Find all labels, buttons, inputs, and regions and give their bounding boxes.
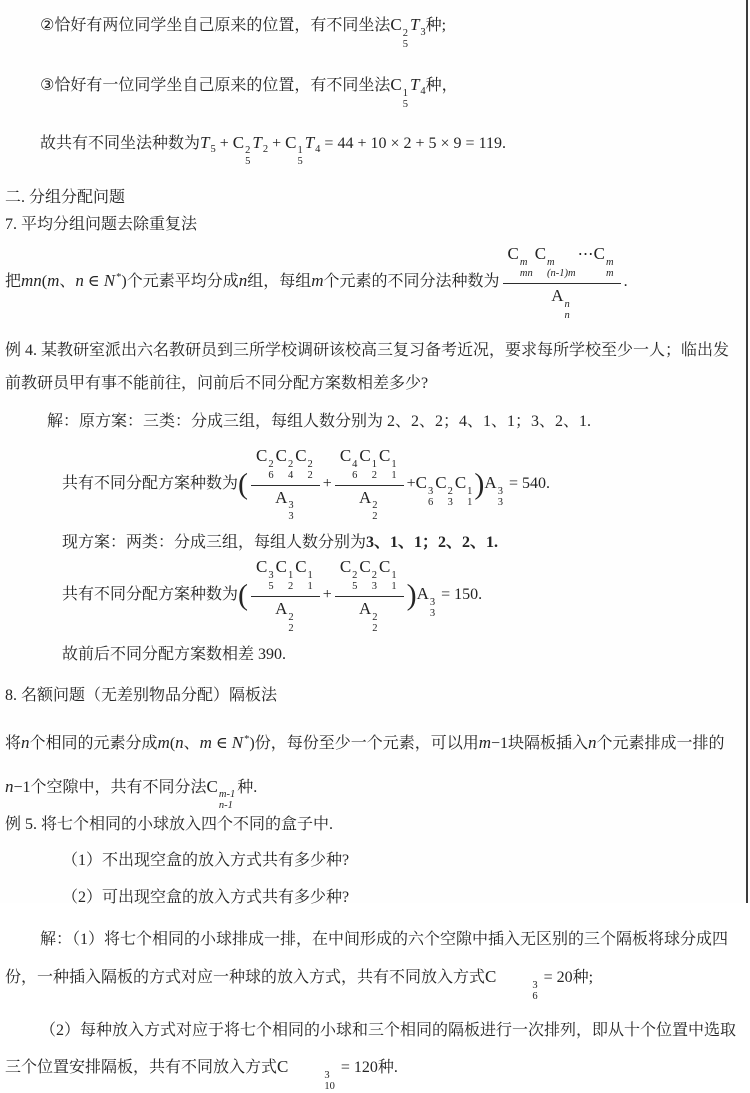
math-text: 将	[5, 734, 22, 752]
math-text: 个元素排成一排的	[596, 734, 725, 752]
math-symbol: n	[5, 776, 14, 796]
math-symbol: C 2 4	[275, 445, 294, 481]
math-symbol: C 3 5	[256, 557, 274, 593]
math-symbol: A 3 3	[484, 472, 503, 508]
math-fraction	[251, 445, 320, 524]
line-solution-original-plan: 解：原方案：三类：分成三组，每组人数分别为 2、2、2；4、1、1；3、2、1.	[47, 412, 592, 430]
math-symbol: n	[175, 732, 184, 752]
math-symbol: m	[157, 732, 170, 752]
math-symbol: C 1 2	[359, 445, 378, 481]
math-text: +	[268, 134, 286, 152]
math-text: (	[41, 273, 48, 291]
math-symbol: $T_2$	[252, 132, 269, 156]
math-symbol: n	[75, 271, 84, 291]
line-example5-q1: （1）不出现空盒的放入方式共有多少种?	[62, 852, 350, 870]
math-text: (	[238, 467, 249, 501]
math-text: +	[215, 134, 233, 152]
math-text: 个元素的不同分法种数为	[323, 273, 500, 291]
math-symbol: C 2 5	[339, 557, 358, 593]
math-symbol: C 3 6	[485, 967, 538, 1003]
math-symbol: $T_5$	[200, 132, 216, 156]
math-text: )份，每份至少一个元素，可以用	[249, 734, 479, 752]
math-text: = 20种;	[539, 969, 594, 987]
math-symbol: n	[238, 271, 248, 291]
math-symbol: m	[199, 732, 212, 752]
math-symbol: N*	[231, 732, 250, 752]
math-symbol: C 2 5	[390, 15, 408, 50]
math-symbol: C 1 1	[379, 445, 397, 481]
math-text: +	[322, 586, 332, 604]
math-symbol: C 2 5	[232, 132, 251, 168]
math-text: 组，每组	[247, 273, 312, 291]
math-symbol: C 2 3	[359, 557, 378, 593]
math-symbol: $T_4$	[304, 132, 321, 156]
math-fraction	[335, 556, 404, 635]
math-symbol: A n n	[551, 286, 570, 321]
math-text: (	[169, 734, 176, 752]
math-text: 共有不同分配方案种数为	[62, 586, 239, 604]
math-symbol: $T_4$	[409, 74, 426, 98]
math-text: 种;	[425, 17, 447, 34]
math-text: 、	[183, 734, 200, 752]
math-symbol: mn	[21, 271, 42, 291]
math-symbol: C m mn	[507, 244, 533, 280]
math-symbol: m	[311, 271, 324, 291]
line-case2-two-students	[40, 14, 738, 51]
heading-method-8: 8. 名额问题（无差别物品分配）隔板法	[5, 686, 278, 704]
math-symbol: C 1 1	[295, 557, 313, 593]
math-symbol: C 3 6	[415, 472, 434, 508]
line-example5: 例 5. 将七个相同的小球放入四个不同的盒子中.	[5, 816, 334, 834]
math-text: ∈	[211, 734, 232, 752]
math-text: )	[474, 467, 485, 501]
math-fraction	[251, 556, 320, 635]
math-symbol: A 2 2	[358, 487, 378, 523]
math-symbol: C m m	[593, 244, 614, 280]
math-symbol: C 1 5	[285, 132, 303, 168]
math-symbol: n	[588, 732, 597, 752]
math-symbol: A 3 3	[275, 487, 294, 523]
math-text: )个元素平均分成	[121, 273, 239, 291]
math-text: .	[623, 273, 628, 291]
math-text: −1块隔板插入	[491, 734, 589, 752]
math-text: ⋯	[577, 246, 594, 264]
math-text: 共有不同分配方案种数为	[62, 474, 239, 492]
math-text: 种.	[237, 778, 258, 796]
math-text: 故共有不同坐法种数为	[40, 134, 201, 152]
math-fraction	[503, 243, 621, 322]
math-symbol: C 1 5	[390, 74, 408, 110]
math-text: = 540.	[504, 474, 550, 492]
math-text: +	[322, 474, 332, 492]
heading-section-2: 二. 分组分配问题	[5, 189, 126, 207]
math-symbol: A 3 3	[416, 584, 436, 620]
math-symbol: A 2 2	[275, 599, 294, 634]
math-text: −1个空隙中，共有不同分法	[13, 778, 207, 796]
math-text: 把	[5, 273, 22, 291]
math-symbol: C 2 2	[295, 445, 313, 481]
line-average-grouping-formula	[5, 243, 738, 322]
math-text: +	[406, 474, 416, 492]
math-symbol: C m-1 n-1	[206, 776, 236, 812]
math-text: 3、1、1；2、2、1.	[366, 534, 499, 552]
math-text: (	[238, 578, 249, 612]
para-example5-solution1	[5, 921, 738, 1003]
math-text: （2）每种放入方式对应于将七个相同的小球和三个相同的隔板进行一次排列，即从十个位置中选取三个位置安排隔板，共有不同放入方式	[5, 1022, 737, 1077]
line-original-plan-count	[62, 445, 738, 524]
math-symbol: C 2 6	[256, 445, 274, 481]
math-text: 个相同的元素分成	[29, 734, 158, 752]
math-symbol: m	[47, 271, 60, 291]
line-difference: 故前后不同分配方案数相差 390.	[62, 645, 287, 663]
para-example5-solution2	[5, 1013, 738, 1093]
math-symbol: C m (n-1)m	[534, 244, 576, 280]
math-text: ③恰好有一位同学坐自己原来的位置，有不同坐法	[40, 76, 391, 94]
math-text: 种，	[425, 76, 458, 94]
math-symbol: n	[21, 732, 30, 752]
line-new-plan	[62, 532, 738, 553]
math-symbol: N*	[103, 271, 122, 291]
math-text: 、	[59, 273, 76, 291]
math-symbol: $T_3$	[409, 15, 426, 38]
math-text: ②恰好有两位同学坐自己原来的位置，有不同坐法	[40, 17, 391, 34]
math-text: ∈	[83, 273, 104, 291]
para-example4: 例 4. 某教研室派出六名教研员到三所学校调研该校高三复习备考近况，要求每所学校至少一人；临出发前教研员甲有事不能前往，问前后不同分配方案数相差多少?	[5, 341, 730, 392]
math-symbol: C 1 1	[454, 472, 473, 508]
math-symbol: C 1 2	[275, 557, 294, 593]
math-text: 现方案：两类：分成三组，每组人数分别为	[62, 534, 367, 552]
math-fraction	[335, 445, 404, 524]
math-symbol: C 4 6	[339, 445, 358, 481]
math-text: 解：（1）将七个相同的小球排成一排，在中间形成的六个空隙中插入无区别的三个隔板将球分成四份，一种插入隔板的方式对应一种球的放入方式，共有不同放入方式	[5, 931, 729, 987]
math-symbol: A 2 2	[358, 599, 378, 634]
math-symbol: C 3 10	[277, 1057, 335, 1092]
math-text: = 44 + 10 × 2 + 5 × 9 = 119.	[320, 134, 506, 152]
math-text: = 120种.	[336, 1059, 398, 1077]
heading-method-7: 7. 平均分组问题去除重复法	[5, 216, 198, 234]
page-right-border	[746, 0, 748, 903]
math-text: = 150.	[437, 586, 483, 604]
math-symbol: m	[478, 732, 491, 752]
line-example5-q2: （2）可出现空盒的放入方式共有多少种?	[62, 889, 350, 907]
line-case3-one-student	[40, 74, 738, 111]
math-text: )	[406, 578, 417, 612]
para-divider-method	[5, 718, 738, 813]
line-total-seatings	[40, 132, 738, 169]
line-new-plan-count	[62, 556, 738, 635]
math-symbol: C 1 1	[379, 557, 397, 593]
math-symbol: C 2 3	[435, 472, 453, 508]
